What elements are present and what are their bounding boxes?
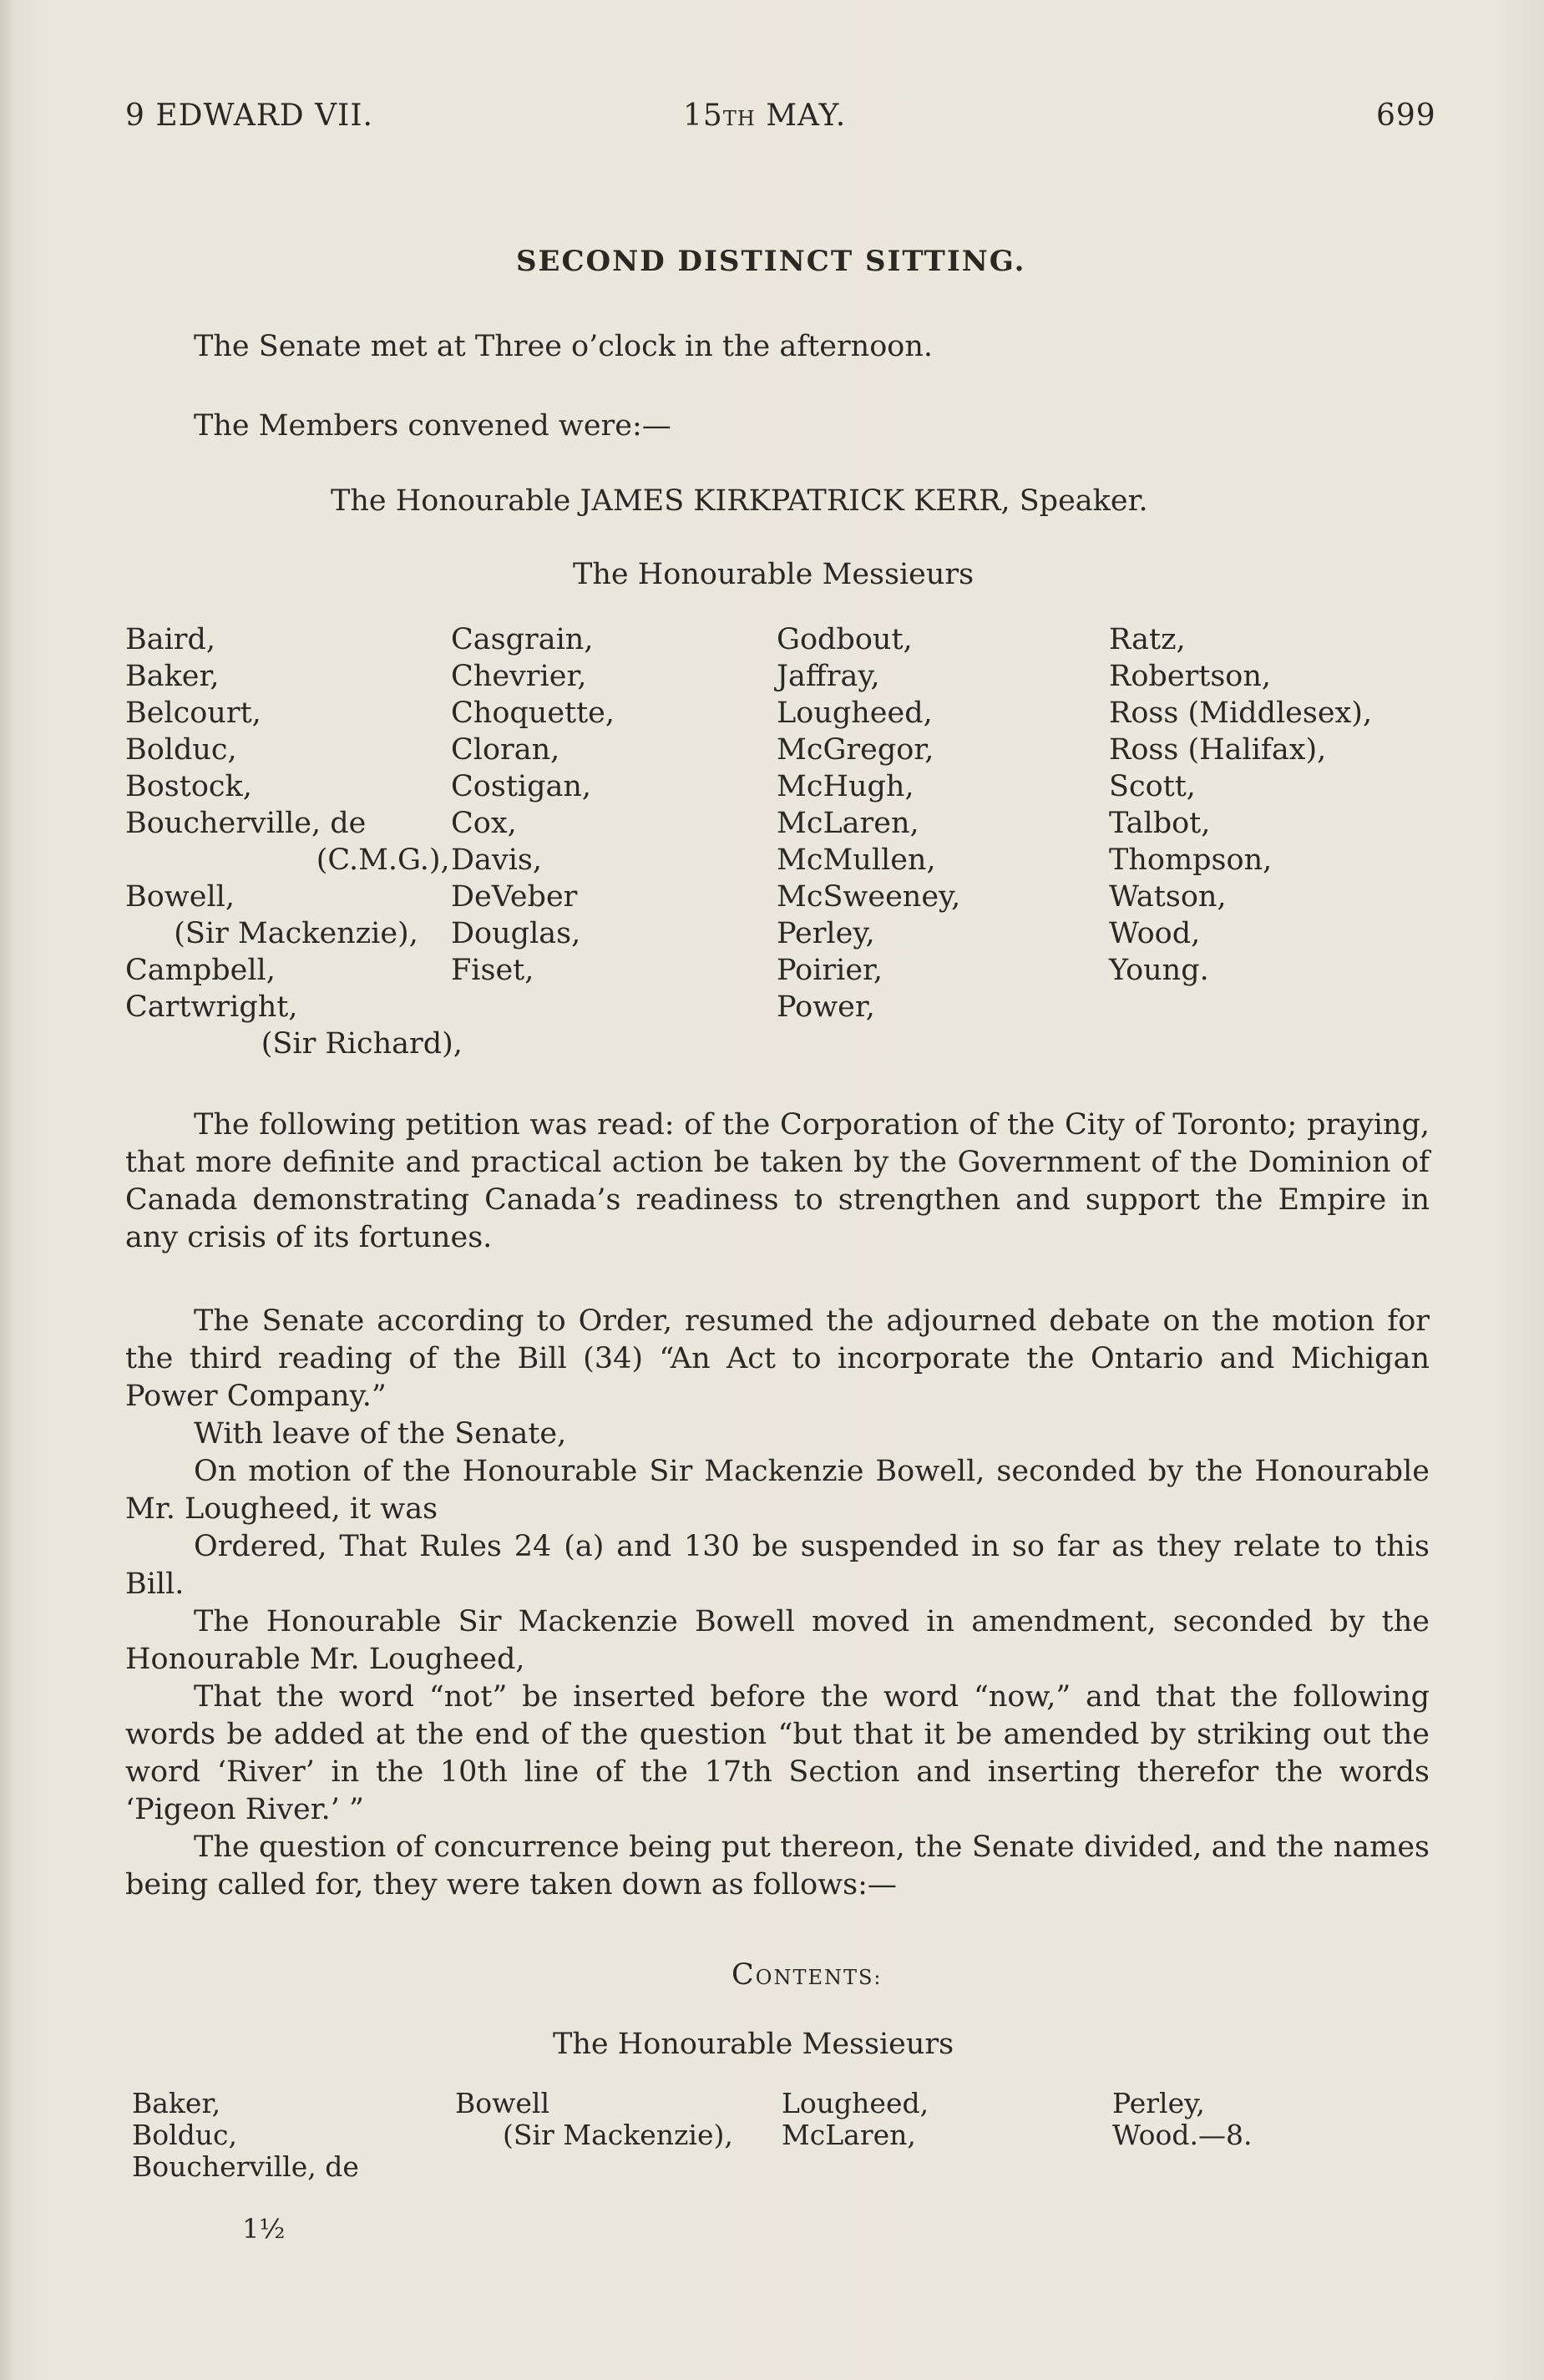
contents-name: Lougheed, bbox=[782, 2087, 929, 2119]
members-column bbox=[451, 621, 615, 989]
member-name: (Sir Richard), bbox=[205, 1027, 463, 1061]
member-name: McLaren, bbox=[777, 807, 919, 840]
page-number: 699 bbox=[1376, 99, 1436, 133]
petition-text: The following petition was read: of the Corporation of the City of Toronto; praying, that more definite and practical action be taken by the Government of the Dominion of Canada demonstrating Canada’s readiness to strengthen and support the Empire in any crisis of its fortunes. bbox=[125, 1108, 1430, 1254]
debate-paragraph: The question of concurrence being put thereon, the Senate divided, and the names being called for, they were taken down as follows:— bbox=[125, 1831, 1430, 1901]
member-name: Fiset, bbox=[451, 954, 534, 987]
member-name: Chevrier, bbox=[451, 660, 587, 693]
member-name: Robertson, bbox=[1109, 660, 1272, 693]
member-name: DeVeber bbox=[451, 880, 578, 914]
contents-name: Bowell bbox=[455, 2087, 550, 2119]
opening-line: The Senate met at Three o’clock in the afternoon. bbox=[194, 330, 934, 363]
opening-line: The Members convened were:— bbox=[194, 409, 671, 443]
member-name: Godbout, bbox=[777, 623, 913, 656]
debate-paragraph: On motion of the Honourable Sir Mackenzie Bowell, seconded by the Honourable Mr. Lougheed, it was bbox=[125, 1455, 1430, 1526]
header-center-month: MAY. bbox=[755, 99, 847, 133]
header-center bbox=[683, 99, 846, 133]
member-name: Choquette, bbox=[451, 696, 615, 730]
messieurs-heading: The Honourable Messieurs bbox=[573, 558, 974, 591]
members-column bbox=[125, 621, 463, 1062]
member-name: Bolduc, bbox=[125, 733, 237, 767]
speaker-line: The Honourable JAMES KIRKPATRICK KERR, Speaker. bbox=[331, 484, 1148, 518]
signature-mark: 1½ bbox=[242, 2213, 286, 2245]
member-name: Campbell, bbox=[125, 954, 276, 987]
member-name: Casgrain, bbox=[451, 623, 594, 656]
member-name: Jaffray, bbox=[777, 660, 880, 693]
member-name: Costigan, bbox=[451, 770, 592, 803]
member-name: McSweeney, bbox=[777, 880, 961, 914]
member-name: Baker, bbox=[125, 660, 220, 693]
contents-name: McLaren, bbox=[782, 2119, 916, 2151]
member-name: McMullen, bbox=[777, 843, 936, 877]
contents-column bbox=[455, 2088, 733, 2151]
contents-name: Baker, bbox=[132, 2087, 221, 2119]
member-name: Young. bbox=[1109, 954, 1209, 987]
contents-column bbox=[1112, 2088, 1253, 2151]
member-name: Poirier, bbox=[777, 954, 883, 987]
member-name: Wood, bbox=[1109, 917, 1201, 950]
member-name: Ratz, bbox=[1109, 623, 1186, 656]
member-name: Cloran, bbox=[451, 733, 560, 767]
members-column bbox=[777, 621, 960, 1025]
member-name: Ross (Halifax), bbox=[1109, 733, 1327, 767]
debate-paragraph: The Senate according to Order, resumed the adjourned debate on the motion for the third reading of the Bill (34) “An Act to incorporate the Ontario and Michigan Power Company.” bbox=[125, 1304, 1430, 1413]
contents-name: Wood.—8. bbox=[1112, 2119, 1253, 2151]
debate-paragraph: The Honourable Sir Mackenzie Bowell moved in amendment, seconded by the Honourable Mr. Lougheed, bbox=[125, 1605, 1430, 1676]
debate-section bbox=[125, 1303, 1430, 1904]
debate-paragraph: Ordered, That Rules 24 (a) and 130 be suspended in so far as they relate to this Bill. bbox=[125, 1530, 1430, 1601]
contents-column bbox=[782, 2088, 929, 2151]
member-name: Power, bbox=[777, 990, 875, 1024]
contents-name: Boucherville, de bbox=[132, 2150, 359, 2183]
member-name: Baird, bbox=[125, 623, 216, 656]
petition-paragraph bbox=[125, 1106, 1430, 1257]
member-name: Perley, bbox=[777, 917, 875, 950]
contents-name: Perley, bbox=[1112, 2087, 1205, 2119]
member-name: Scott, bbox=[1109, 770, 1196, 803]
member-name: Bowell, bbox=[125, 880, 235, 914]
contents-heading-initial: C bbox=[732, 1958, 756, 1992]
member-name: Cartwright, bbox=[125, 990, 298, 1024]
member-name: Cox, bbox=[451, 807, 517, 840]
messieurs-heading: The Honourable Messieurs bbox=[553, 2028, 954, 2061]
member-name: McHugh, bbox=[777, 770, 914, 803]
debate-paragraph: That the word “not” be inserted before the word “now,” and that the following words be added at the end of the question “but that it be amended by striking out the word ‘River’ in the 10th line of the 17th Section and inserting therefor the words ‘Pigeon River.’ ” bbox=[125, 1680, 1430, 1826]
member-name: McGregor, bbox=[777, 733, 934, 767]
header-center-number: 15 bbox=[683, 99, 723, 133]
member-name: (Sir Mackenzie), bbox=[155, 917, 418, 950]
member-name: Davis, bbox=[451, 843, 542, 877]
sitting-title: SECOND DISTINCT SITTING. bbox=[516, 245, 1026, 278]
contents-name: Bolduc, bbox=[132, 2119, 238, 2151]
member-name: (C.M.G.), bbox=[261, 843, 450, 877]
debate-paragraph: With leave of the Senate, bbox=[194, 1417, 567, 1451]
contents-column bbox=[132, 2088, 359, 2183]
members-column bbox=[1109, 621, 1372, 989]
member-name: Belcourt, bbox=[125, 696, 261, 730]
member-name: Talbot, bbox=[1109, 807, 1211, 840]
header-center-suffix: TH bbox=[722, 107, 756, 130]
contents-heading-rest: ONTENTS: bbox=[755, 1966, 883, 1989]
contents-name: (Sir Mackenzie), bbox=[485, 2119, 733, 2151]
member-name: Douglas, bbox=[451, 917, 581, 950]
member-name: Ross (Middlesex), bbox=[1109, 696, 1373, 730]
member-name: Boucherville, de bbox=[125, 807, 367, 840]
member-name: Lougheed, bbox=[777, 696, 933, 730]
member-name: Thompson, bbox=[1109, 843, 1273, 877]
contents-heading bbox=[732, 1958, 883, 1992]
header-left: 9 EDWARD VII. bbox=[125, 99, 373, 133]
member-name: Watson, bbox=[1109, 880, 1227, 914]
member-name: Bostock, bbox=[125, 770, 252, 803]
